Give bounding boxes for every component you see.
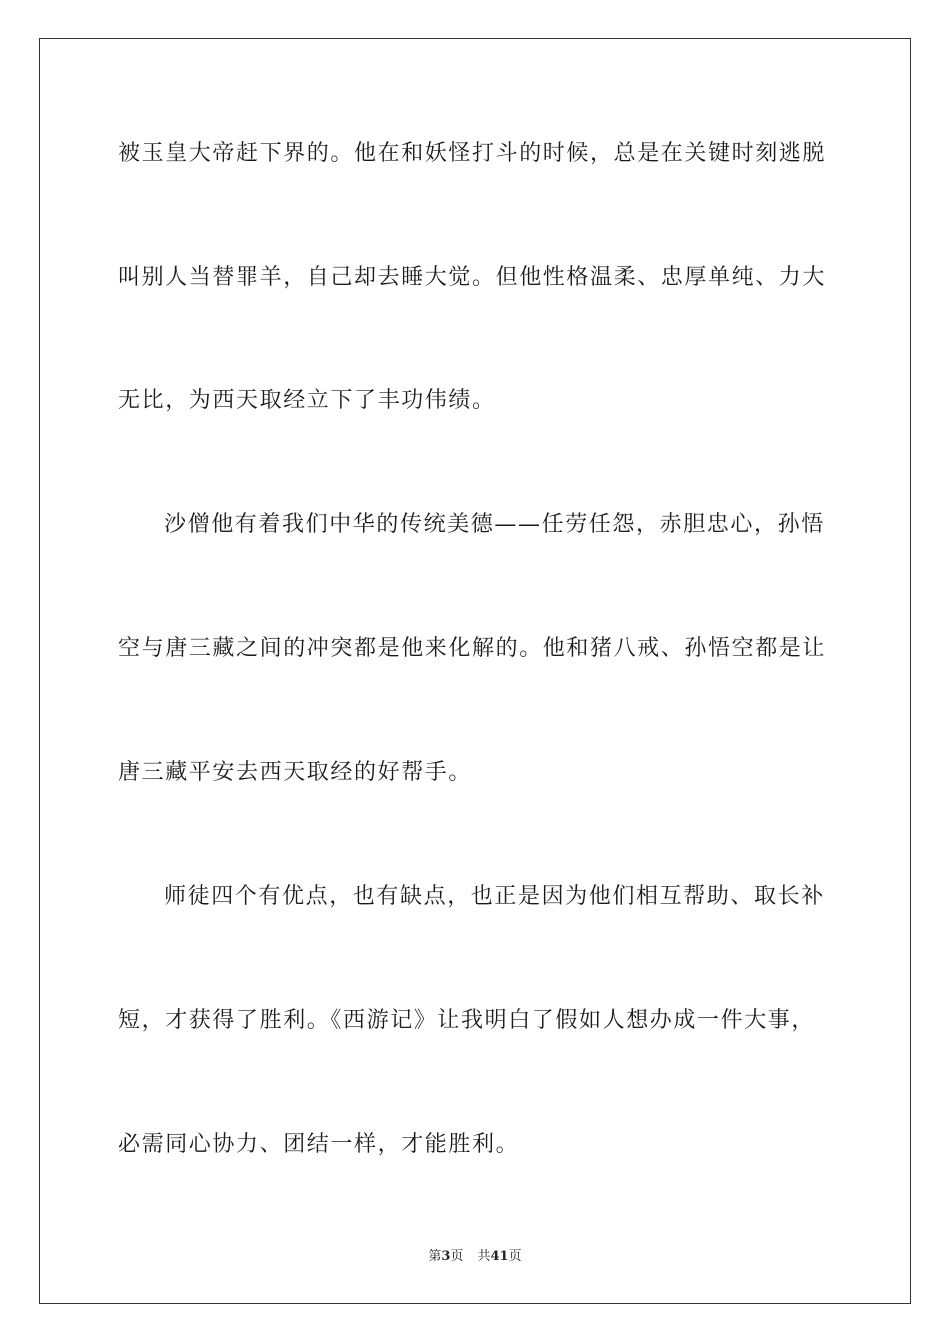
- page-footer: [0, 1248, 950, 1266]
- page-suffix: 页: [450, 1249, 464, 1264]
- total-suffix: 页: [508, 1249, 522, 1264]
- page-frame: [39, 38, 911, 1304]
- body-text-line: 被玉皇大帝赶下界的。他在和妖怪打斗的时候，总是在关键时刻逃脱: [118, 141, 827, 166]
- paragraph-start-line: 师徒四个有优点，也有缺点，也正是因为他们相互帮助、取长补: [164, 884, 825, 909]
- body-text-line: 无比，为西天取经立下了丰功伟绩。: [118, 388, 496, 413]
- body-text-line: 必需同心协力、团结一样，才能胜利。: [118, 1132, 520, 1157]
- current-page-number: 3: [441, 1249, 451, 1264]
- body-text-line: 短，才获得了胜利。《西游记》让我明白了假如人想办成一件大事，: [118, 1008, 816, 1033]
- body-text-line: 叫别人当替罪羊，自己却去睡大觉。但他性格温柔、忠厚单纯、力大: [118, 265, 827, 290]
- total-page-count: 41: [490, 1249, 509, 1264]
- page-prefix: 第: [428, 1249, 442, 1264]
- paragraph-start-line: 沙僧他有着我们中华的传统美德——任劳任怨，赤胆忠心，孙悟: [164, 512, 825, 537]
- body-text-line: 唐三藏平安去西天取经的好帮手。: [118, 760, 473, 785]
- total-prefix: 共: [477, 1249, 491, 1264]
- body-text-line: 空与唐三藏之间的冲突都是他来化解的。他和猪八戒、孙悟空都是让: [118, 636, 827, 661]
